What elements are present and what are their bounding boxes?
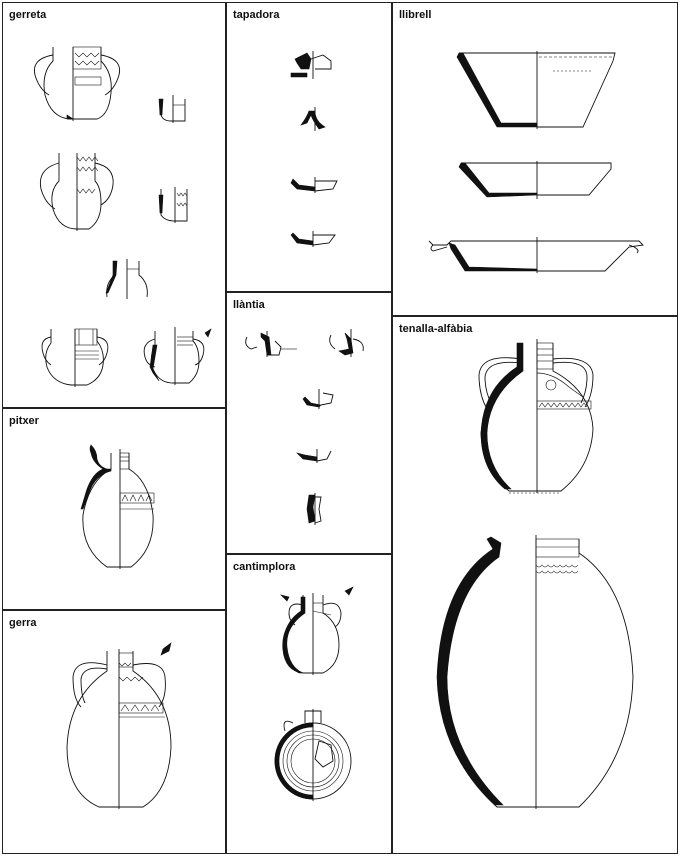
pitxer-drawing (3, 409, 227, 611)
panel-title: llàntia (233, 299, 265, 311)
panel-llibrell (392, 2, 678, 316)
llantia-lamp-1-drawing (246, 331, 297, 357)
tapadora-lid-1-drawing (291, 51, 331, 79)
panel-gerreta (2, 2, 226, 408)
llibrell-basin-1-drawing (457, 51, 615, 129)
tapadora-drawings (227, 3, 393, 293)
panel-title: llibrell (399, 9, 432, 21)
panel-title: pitxer (9, 415, 39, 427)
llibrell-basin-2-drawing (459, 161, 611, 199)
gerreta-vessel-1-drawing (34, 47, 119, 121)
panel-title: tenalla-alfàbia (399, 323, 473, 335)
llantia-drawings (227, 293, 393, 555)
gerra-drawing (3, 611, 227, 855)
llantia-lamp-4-drawing (297, 449, 331, 463)
gerreta-neck-drawing (106, 259, 147, 299)
panel-title: gerra (9, 617, 37, 629)
panel-tapadora (226, 2, 392, 292)
gerreta-fragment-2-drawing (159, 187, 187, 223)
llantia-stand-drawing (307, 493, 321, 525)
panel-gerra (2, 610, 226, 854)
gerreta-vessel-3-drawing (42, 329, 108, 387)
tenalla-vessel-1-drawing (479, 339, 593, 493)
panel-title: tapadora (233, 9, 280, 21)
tapadora-lid-2-drawing (301, 107, 325, 131)
panel-pitxer (2, 408, 226, 610)
llantia-lamp-2-drawing (330, 329, 364, 357)
gerreta-vessel-2-drawing (40, 153, 113, 231)
gerreta-drawings (3, 3, 227, 409)
tapadora-dish-1-drawing (291, 177, 337, 193)
cantimplora-drawings (227, 555, 393, 855)
panel-tenalla (392, 316, 678, 854)
panel-title: gerreta (9, 9, 47, 21)
llantia-lamp-3-drawing (303, 389, 333, 409)
tenalla-drawings (393, 317, 679, 855)
gerreta-vessel-4-drawing (144, 327, 211, 385)
panel-cantimplora (226, 554, 392, 854)
panel-title: cantimplora (233, 561, 296, 573)
llibrell-basin-3-drawing (429, 237, 643, 273)
cantimplora-flask-2-drawing (275, 709, 351, 801)
panel-llantia (226, 292, 392, 554)
llibrell-drawings (393, 3, 679, 317)
tenalla-vessel-2-drawing (437, 535, 633, 809)
tapadora-dish-2-drawing (291, 231, 335, 247)
cantimplora-flask-1-drawing (281, 587, 353, 675)
gerreta-fragment-1-drawing (159, 95, 185, 123)
